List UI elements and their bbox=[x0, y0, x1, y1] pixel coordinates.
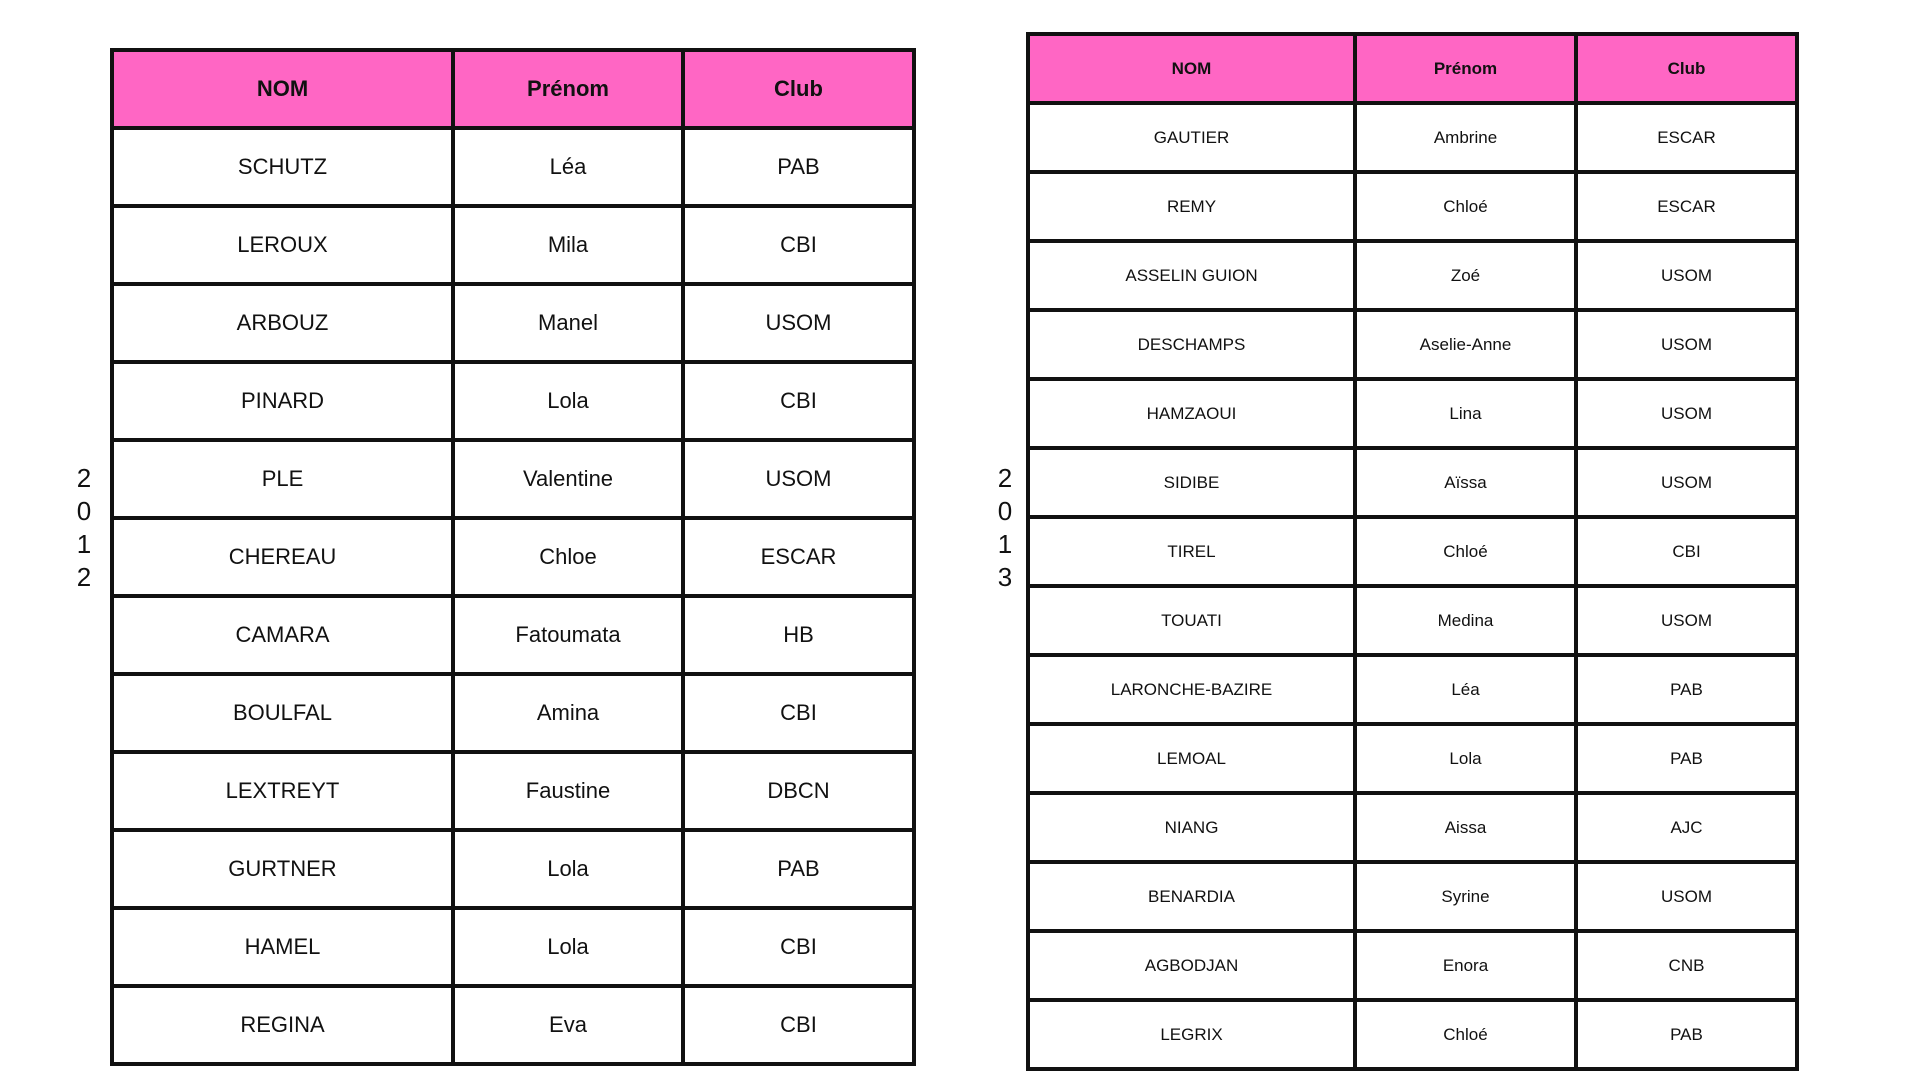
cell-club: USOM bbox=[1576, 448, 1797, 517]
cell-club: USOM bbox=[1576, 379, 1797, 448]
table-row bbox=[112, 206, 914, 284]
table-row bbox=[1028, 379, 1797, 448]
cell-prenom: Enora bbox=[1355, 931, 1576, 1000]
year-digit: 0 bbox=[997, 496, 1013, 526]
cell-nom: GAUTIER bbox=[1028, 103, 1355, 172]
cell-club: USOM bbox=[683, 284, 914, 362]
cell-nom: GURTNER bbox=[112, 830, 453, 908]
cell-nom: LEMOAL bbox=[1028, 724, 1355, 793]
table-row bbox=[1028, 103, 1797, 172]
cell-nom: NIANG bbox=[1028, 793, 1355, 862]
cell-nom: ARBOUZ bbox=[112, 284, 453, 362]
cell-prenom: Aissa bbox=[1355, 793, 1576, 862]
cell-club: PAB bbox=[1576, 655, 1797, 724]
cell-club: USOM bbox=[1576, 310, 1797, 379]
table-row bbox=[112, 362, 914, 440]
cell-club: USOM bbox=[1576, 862, 1797, 931]
cell-club: CBI bbox=[683, 206, 914, 284]
cell-nom: DESCHAMPS bbox=[1028, 310, 1355, 379]
cell-club: ESCAR bbox=[683, 518, 914, 596]
cell-nom: CAMARA bbox=[112, 596, 453, 674]
cell-club: CBI bbox=[683, 908, 914, 986]
year-digit: 0 bbox=[76, 496, 92, 526]
cell-club: PAB bbox=[1576, 724, 1797, 793]
cell-prenom: Chloé bbox=[1355, 517, 1576, 586]
cell-nom: TOUATI bbox=[1028, 586, 1355, 655]
year-digit: 3 bbox=[997, 562, 1013, 592]
table-row bbox=[112, 908, 914, 986]
year-digit: 2 bbox=[76, 562, 92, 592]
cell-nom: LEROUX bbox=[112, 206, 453, 284]
cell-nom: BOULFAL bbox=[112, 674, 453, 752]
year-digit: 1 bbox=[76, 529, 92, 559]
cell-club: CBI bbox=[1576, 517, 1797, 586]
column-header-nom: NOM bbox=[1028, 34, 1355, 103]
cell-nom: REGINA bbox=[112, 986, 453, 1064]
table-row bbox=[1028, 1000, 1797, 1069]
cell-club: ESCAR bbox=[1576, 103, 1797, 172]
cell-prenom: Valentine bbox=[453, 440, 683, 518]
table-row bbox=[1028, 724, 1797, 793]
table-row bbox=[1028, 172, 1797, 241]
cell-nom: LARONCHE-BAZIRE bbox=[1028, 655, 1355, 724]
cell-nom: ASSELIN GUION bbox=[1028, 241, 1355, 310]
table-row bbox=[112, 752, 914, 830]
table-row bbox=[112, 986, 914, 1064]
year-digit: 2 bbox=[997, 463, 1013, 493]
cell-prenom: Eva bbox=[453, 986, 683, 1064]
cell-prenom: Lola bbox=[453, 362, 683, 440]
year-label-2013 bbox=[995, 462, 1015, 594]
table-row bbox=[1028, 448, 1797, 517]
cell-club: CBI bbox=[683, 674, 914, 752]
roster-table-2013 bbox=[1026, 32, 1799, 1071]
cell-nom: TIREL bbox=[1028, 517, 1355, 586]
cell-prenom: Lola bbox=[1355, 724, 1576, 793]
cell-prenom: Léa bbox=[453, 128, 683, 206]
cell-prenom: Ambrine bbox=[1355, 103, 1576, 172]
cell-club: USOM bbox=[1576, 241, 1797, 310]
cell-prenom: Syrine bbox=[1355, 862, 1576, 931]
table-row bbox=[1028, 310, 1797, 379]
cell-nom: LEXTREYT bbox=[112, 752, 453, 830]
table-row bbox=[112, 128, 914, 206]
table-row bbox=[1028, 931, 1797, 1000]
cell-prenom: Aselie-Anne bbox=[1355, 310, 1576, 379]
column-header-club: Club bbox=[1576, 34, 1797, 103]
cell-nom: LEGRIX bbox=[1028, 1000, 1355, 1069]
cell-club: CNB bbox=[1576, 931, 1797, 1000]
column-header-prenom: Prénom bbox=[1355, 34, 1576, 103]
cell-club: PAB bbox=[683, 128, 914, 206]
cell-prenom: Lola bbox=[453, 908, 683, 986]
table-row bbox=[112, 440, 914, 518]
cell-club: PAB bbox=[683, 830, 914, 908]
cell-nom: HAMZAOUI bbox=[1028, 379, 1355, 448]
cell-prenom: Manel bbox=[453, 284, 683, 362]
cell-prenom: Léa bbox=[1355, 655, 1576, 724]
table-row bbox=[112, 674, 914, 752]
column-header-nom: NOM bbox=[112, 50, 453, 128]
cell-prenom: Faustine bbox=[453, 752, 683, 830]
cell-prenom: Amina bbox=[453, 674, 683, 752]
table-row bbox=[112, 518, 914, 596]
cell-prenom: Medina bbox=[1355, 586, 1576, 655]
table-row bbox=[1028, 586, 1797, 655]
cell-club: DBCN bbox=[683, 752, 914, 830]
column-header-prenom: Prénom bbox=[453, 50, 683, 128]
cell-club: ESCAR bbox=[1576, 172, 1797, 241]
table-row bbox=[1028, 655, 1797, 724]
cell-club: AJC bbox=[1576, 793, 1797, 862]
table-row bbox=[112, 284, 914, 362]
column-header-club: Club bbox=[683, 50, 914, 128]
cell-club: CBI bbox=[683, 362, 914, 440]
cell-nom: PLE bbox=[112, 440, 453, 518]
cell-nom: PINARD bbox=[112, 362, 453, 440]
cell-prenom: Lola bbox=[453, 830, 683, 908]
table-row bbox=[1028, 241, 1797, 310]
roster-table-2012 bbox=[110, 48, 916, 1066]
cell-prenom: Aïssa bbox=[1355, 448, 1576, 517]
cell-club: CBI bbox=[683, 986, 914, 1064]
table-header-row bbox=[112, 50, 914, 128]
cell-club: HB bbox=[683, 596, 914, 674]
cell-nom: SCHUTZ bbox=[112, 128, 453, 206]
table-row bbox=[112, 830, 914, 908]
year-digit: 1 bbox=[997, 529, 1013, 559]
cell-nom: BENARDIA bbox=[1028, 862, 1355, 931]
cell-prenom: Chloé bbox=[1355, 172, 1576, 241]
table-row bbox=[1028, 862, 1797, 931]
cell-prenom: Fatoumata bbox=[453, 596, 683, 674]
cell-prenom: Chloé bbox=[1355, 1000, 1576, 1069]
cell-nom: HAMEL bbox=[112, 908, 453, 986]
cell-prenom: Mila bbox=[453, 206, 683, 284]
cell-nom: REMY bbox=[1028, 172, 1355, 241]
year-label-2012 bbox=[74, 462, 94, 594]
cell-prenom: Chloe bbox=[453, 518, 683, 596]
cell-prenom: Zoé bbox=[1355, 241, 1576, 310]
year-digit: 2 bbox=[76, 463, 92, 493]
cell-club: PAB bbox=[1576, 1000, 1797, 1069]
cell-club: USOM bbox=[683, 440, 914, 518]
cell-nom: CHEREAU bbox=[112, 518, 453, 596]
table-header-row bbox=[1028, 34, 1797, 103]
table-row bbox=[1028, 793, 1797, 862]
table-row bbox=[112, 596, 914, 674]
cell-prenom: Lina bbox=[1355, 379, 1576, 448]
cell-nom: AGBODJAN bbox=[1028, 931, 1355, 1000]
table-row bbox=[1028, 517, 1797, 586]
cell-nom: SIDIBE bbox=[1028, 448, 1355, 517]
cell-club: USOM bbox=[1576, 586, 1797, 655]
